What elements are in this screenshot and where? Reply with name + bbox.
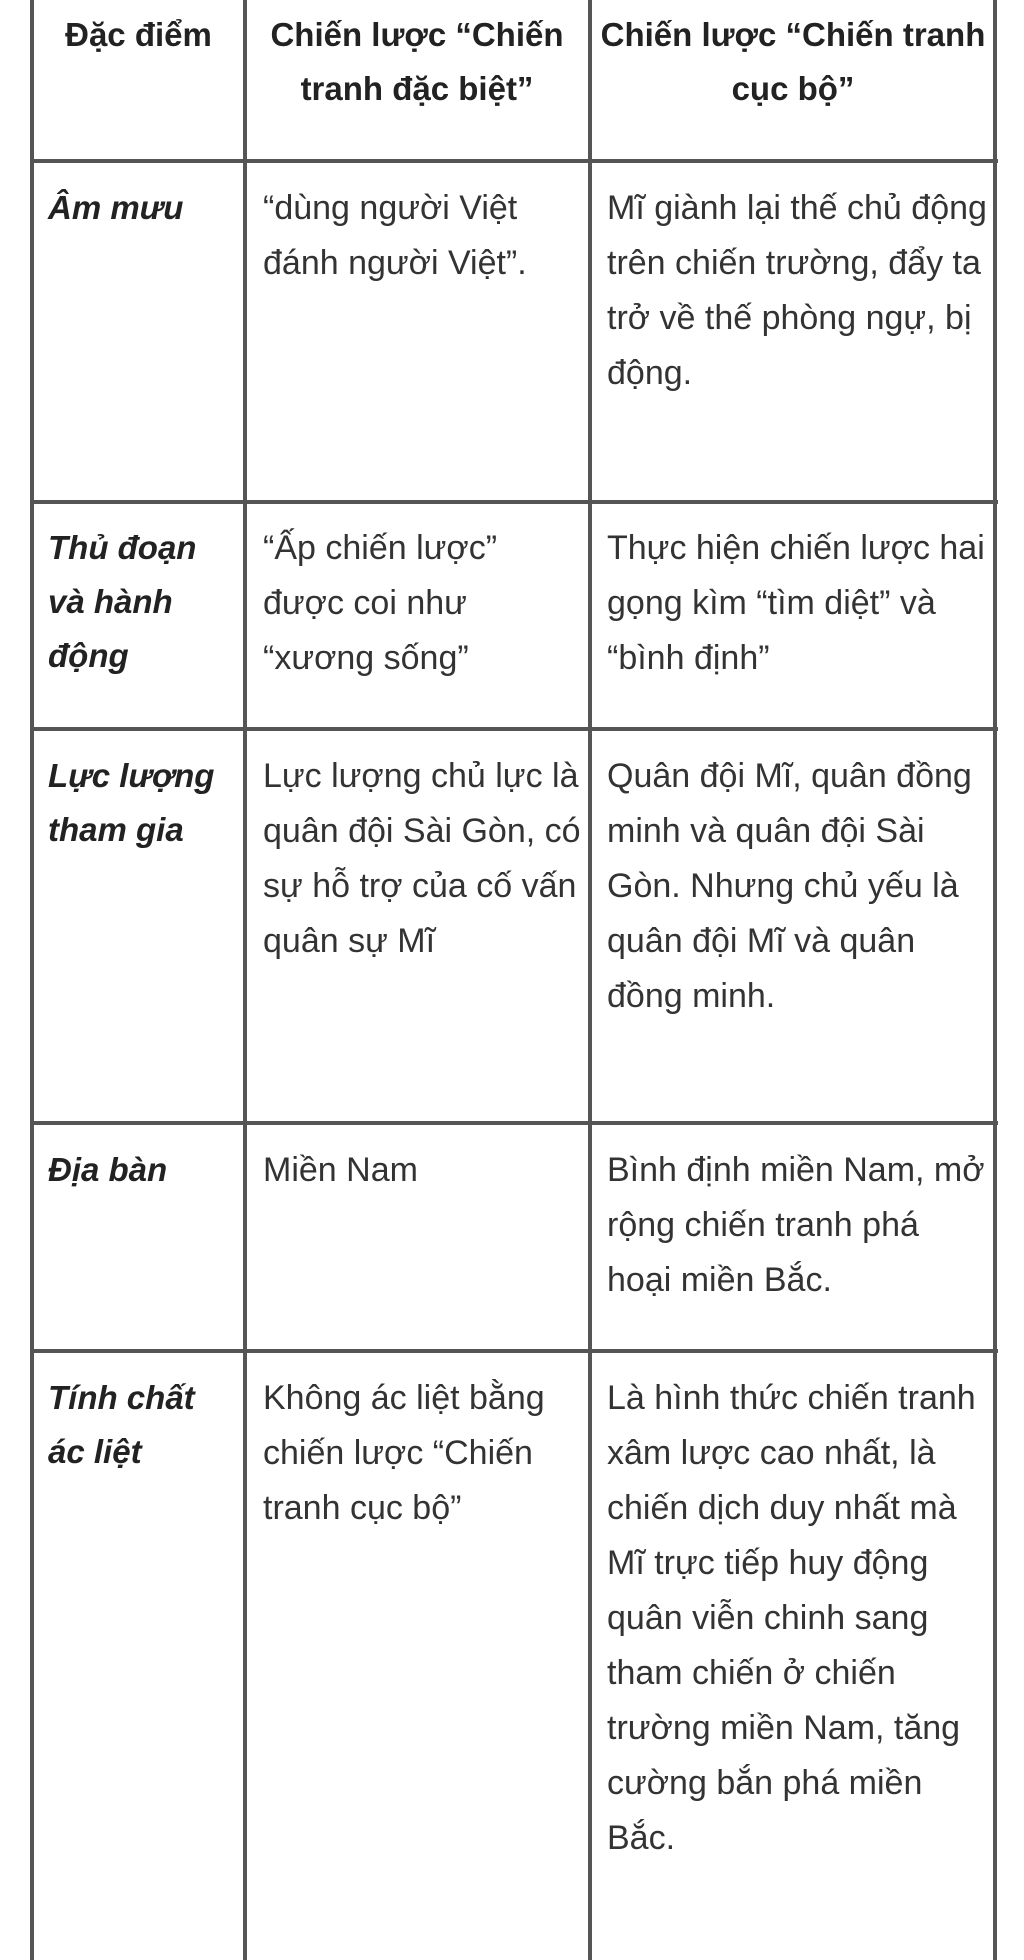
table-cell: Không ác liệt bằng chiến lược “Chiến tranh cục bộ” [263, 1379, 545, 1527]
table-border [32, 727, 998, 731]
table-cell: “dùng người Việt đánh người Việt”. [263, 189, 527, 282]
table-cell: Lực lượng chủ lực là quân đội Sài Gòn, có sự hỗ trợ của cố vấn quân sự Mĩ [263, 757, 581, 960]
table-cell: Miền Nam [263, 1151, 418, 1189]
row-label: Âm mưu [48, 189, 184, 226]
row-label: Thủ đoạn và hành động [48, 529, 197, 674]
row-label: Tính chất ác liệt [48, 1379, 195, 1470]
table-border [243, 0, 247, 1960]
header-cell-special-war: Chiến lược “Chiến tranh đặc biệt” [270, 16, 564, 107]
table-border [32, 159, 998, 163]
row-label: Địa bàn [48, 1151, 168, 1188]
table-cell: Là hình thức chiến tranh xâm lược cao nhất, là chiến dịch duy nhất mà Mĩ trực tiếp huy động quân viễn chinh sang tham chiến ở chiến trường miền Nam, tăng cường bắn phá miền Bắc. [607, 1379, 976, 1857]
table-cell: Thực hiện chiến lược hai gọng kìm “tìm diệt” và “bình định” [607, 529, 985, 677]
table-border [32, 1349, 998, 1353]
table-border [30, 0, 34, 1960]
table-cell: Mĩ giành lại thế chủ động trên chiến trường, đẩy ta trở về thế phòng ngự, bị động. [607, 189, 987, 392]
table-cell: Bình định miền Nam, mở rộng chiến tranh phá hoại miền Bắc. [607, 1151, 985, 1299]
row-label: Lực lượng tham gia [48, 757, 215, 848]
table-cell: Quân đội Mĩ, quân đồng minh và quân đội Sài Gòn. Nhưng chủ yếu là quân đội Mĩ và quân đồng minh. [607, 757, 972, 1015]
table-border [993, 0, 997, 1960]
header-cell-local-war: Chiến lược “Chiến tranh cục bộ” [600, 16, 986, 107]
table-border [32, 1121, 998, 1125]
header-cell-feature: Đặc điểm [65, 16, 212, 53]
table-cell: “Ấp chiến lược” được coi như “xương sống” [263, 529, 498, 677]
table-border [32, 500, 998, 504]
table-border [588, 0, 592, 1960]
